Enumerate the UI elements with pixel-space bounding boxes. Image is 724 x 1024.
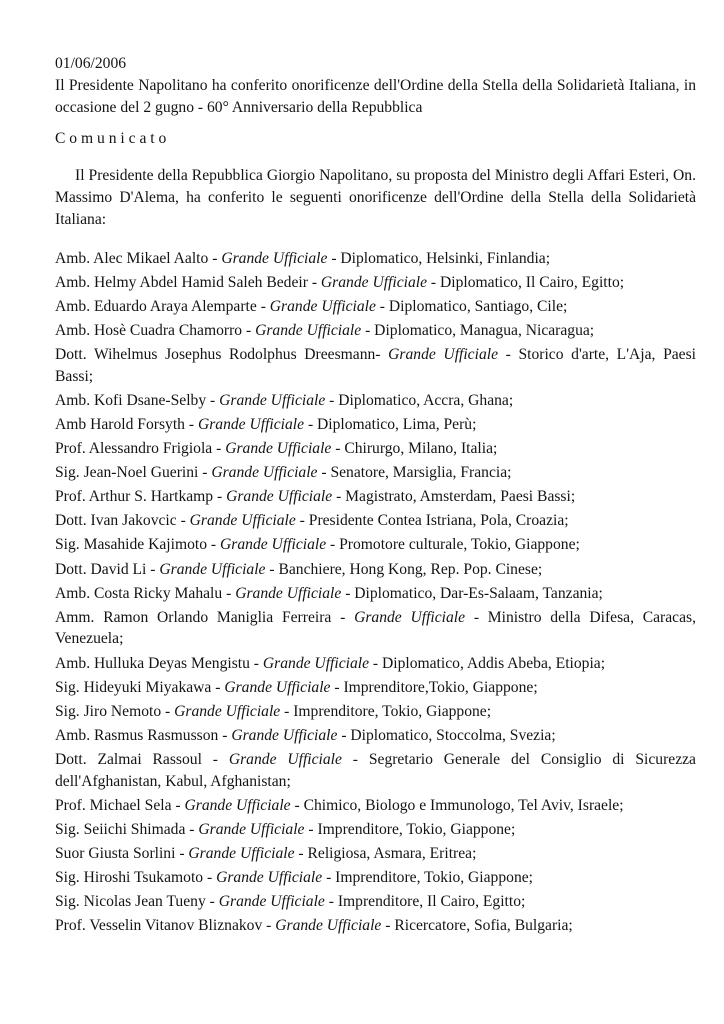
honor-post: - Ricercatore, Sofia, Bulgaria; [381,917,573,935]
honor-pre: Prof. Vesselin Vitanov Bliznakov - [55,917,276,935]
honor-post: - Diplomatico, Dar-Es-Salaam, Tanzania; [341,584,603,602]
honor-rank: Grande Ufficiale [211,464,318,482]
honor-entry [55,725,696,747]
honor-post: - Magistrato, Amsterdam, Paesi Bassi; [332,488,576,506]
honor-rank: Grande Ufficiale [184,796,291,814]
honor-rank: Grande Ufficiale [269,297,376,315]
honor-post: - Promotore culturale, Tokio, Giappone; [326,536,580,554]
honor-entry [55,819,696,841]
honor-pre: Dott. Ivan Jakovcic - [55,512,190,530]
honor-post: - Diplomatico, Il Cairo, Egitto; [427,273,625,291]
honor-rank: Grande Ufficiale [320,273,428,291]
honor-entry [55,843,696,865]
honor-rank: Grande Ufficiale [216,869,323,887]
honor-post: - Imprenditore, Tokio, Giappone; [280,702,492,720]
honor-post: - Imprenditore, Il Cairo, Egitto; [324,893,526,911]
honor-rank: Grande Ufficiale [225,440,332,458]
honor-pre: Prof. Arthur S. Hartkamp - [55,488,227,506]
honor-pre: Suor Giusta Sorlini - [55,845,189,863]
honor-entry [55,344,696,388]
honor-post: - Chirurgo, Milano, Italia; [331,440,498,458]
honor-entry [55,749,696,793]
honor-entry [55,462,696,484]
honor-entry [55,390,696,412]
honor-entry [55,438,696,460]
honor-entry [55,677,696,699]
honor-pre: Sig. Hiroshi Tsukamoto - [55,869,217,887]
honor-post: - Ministro della Difesa, Caracas, Venezuela; [55,608,696,648]
honor-entry [55,607,696,651]
honor-rank: Grande Ufficiale [275,917,382,935]
honor-rank: Grande Ufficiale [197,415,305,433]
honor-post: - Diplomatico, Lima, Perù; [304,415,477,433]
honor-pre: Amm. Ramon Orlando Maniglia Ferreira - [55,608,355,626]
honor-entry [55,559,696,581]
honor-post: - Diplomatico, Stoccolma, Svezia; [337,726,556,744]
honor-entry [55,414,696,436]
honor-post: - Banchiere, Hong Kong, Rep. Pop. Cinese; [265,560,543,578]
honors-list [55,248,696,938]
honor-post: - Diplomatico, Santiago, Cile; [375,297,568,315]
honor-entry [55,320,696,342]
honor-entry [55,248,696,270]
honor-pre: Amb. Costa Ricky Mahalu - [55,584,236,602]
honor-entry [55,272,696,294]
honor-entry [55,891,696,913]
honor-entry [55,653,696,675]
comunicato-heading: C o m u n i c a t o [55,130,167,148]
honor-rank: Grande Ufficiale [224,678,331,696]
honor-pre: Sig. Jiro Nemoto - [55,702,175,720]
honor-entry [55,510,696,532]
honor-rank: Grande Ufficiale [226,488,333,506]
honor-pre: Sig. Seiichi Shimada - [55,820,199,838]
honor-pre: Amb Harold Forsyth - [55,415,198,433]
honor-post: - Storico d'arte, L'Aja, Paesi Bassi; [55,345,696,385]
document-title: Il Presidente Napolitano ha conferito onorificenze dell'Ordine della Stella della Solidarietà Italiana, in occasione del 2 gugno - 60° Anniversario della Repubblica [55,76,696,116]
honor-rank: Grande Ufficiale [262,654,369,672]
honor-rank: Grande Ufficiale [221,249,328,267]
honor-pre: Amb. Eduardo Araya Alemparte - [55,297,270,315]
honor-entry [55,296,696,318]
honor-rank: Grande Ufficiale [231,726,338,744]
honor-post: - Chimico, Biologo e Immunologo, Tel Aviv, Israele; [290,796,624,814]
document-date: 01/06/2006 [55,55,127,72]
honor-post: - Diplomatico, Addis Abeba, Etiopia; [369,654,606,672]
honor-pre: Amb. Hulluka Deyas Mengistu - [55,654,263,672]
honor-pre: Amb. Hosè Cuadra Chamorro - [55,321,256,339]
honor-rank: Grande Ufficiale [220,536,327,554]
honor-pre: Sig. Hideyuki Miyakawa - [55,678,225,696]
honor-entry [55,701,696,723]
honor-pre: Dott. Zalmai Rassoul - [55,750,229,768]
honor-pre: Dott. David Li - [55,560,160,578]
honor-rank: Grande Ufficiale [189,512,296,530]
honor-post: - Presidente Contea Istriana, Pola, Croazia; [295,512,569,530]
honor-entry [55,915,696,937]
honor-entry [55,867,696,889]
honor-rank: Grande Ufficiale [159,560,266,578]
honor-post: - Diplomatico, Managua, Nicaragua; [361,321,595,339]
honor-pre: Sig. Nicolas Jean Tueny - [55,893,219,911]
honor-pre: Sig. Jean-Noel Guerini - [55,464,212,482]
honor-pre: Amb. Kofi Dsane-Selby - [55,391,220,409]
honor-entry [55,486,696,508]
honor-pre: Dott. Wihelmus Josephus Rodolphus Dreesmann- [55,345,389,363]
honor-entry [55,534,696,556]
honor-post: - Religiosa, Asmara, Eritrea; [294,845,477,863]
honor-entry [55,795,696,817]
honor-pre: Prof. Michael Sela - [55,796,185,814]
honor-post: - Diplomatico, Helsinki, Finlandia; [327,249,551,267]
honor-rank: Grande Ufficiale [255,321,362,339]
honor-rank: Grande Ufficiale [228,750,342,768]
honor-rank: Grande Ufficiale [354,608,466,626]
honor-post: - Imprenditore, Tokio, Giappone; [304,820,516,838]
honor-pre: Amb. Alec Mikael Aalto - [55,249,222,267]
honor-pre: Sig. Masahide Kajimoto - [55,536,221,554]
intro-paragraph: Il Presidente della Repubblica Giorgio Napolitano, su proposta del Ministro degli Affari Esteri, On. Massimo D'Alema, ha conferito le seguenti onorificenze dell'Ordine della Stella della Solidarietà Italiana: [55,167,696,228]
honor-post: - Diplomatico, Accra, Ghana; [325,391,514,409]
honor-rank: Grande Ufficiale [388,345,498,363]
honor-rank: Grande Ufficiale [218,893,325,911]
honor-post: - Segretario Generale del Consiglio di Sicurezza dell'Afghanistan, Kabul, Afghanistan; [55,750,696,790]
honor-rank: Grande Ufficiale [188,845,295,863]
honor-pre: Prof. Alessandro Frigiola - [55,440,226,458]
honor-pre: Amb. Helmy Abdel Hamid Saleh Bedeir - [55,273,321,291]
honor-post: - Imprenditore, Tokio, Giappone; [322,869,533,887]
honor-entry [55,583,696,605]
honor-post: - Senatore, Marsiglia, Francia; [317,464,512,482]
honor-rank: Grande Ufficiale [198,820,305,838]
honor-post: - Imprenditore,Tokio, Giappone; [330,678,538,696]
honor-rank: Grande Ufficiale [174,702,281,720]
honor-pre: Amb. Rasmus Rasmusson - [55,726,232,744]
honor-rank: Grande Ufficiale [219,391,326,409]
honor-rank: Grande Ufficiale [235,584,342,602]
